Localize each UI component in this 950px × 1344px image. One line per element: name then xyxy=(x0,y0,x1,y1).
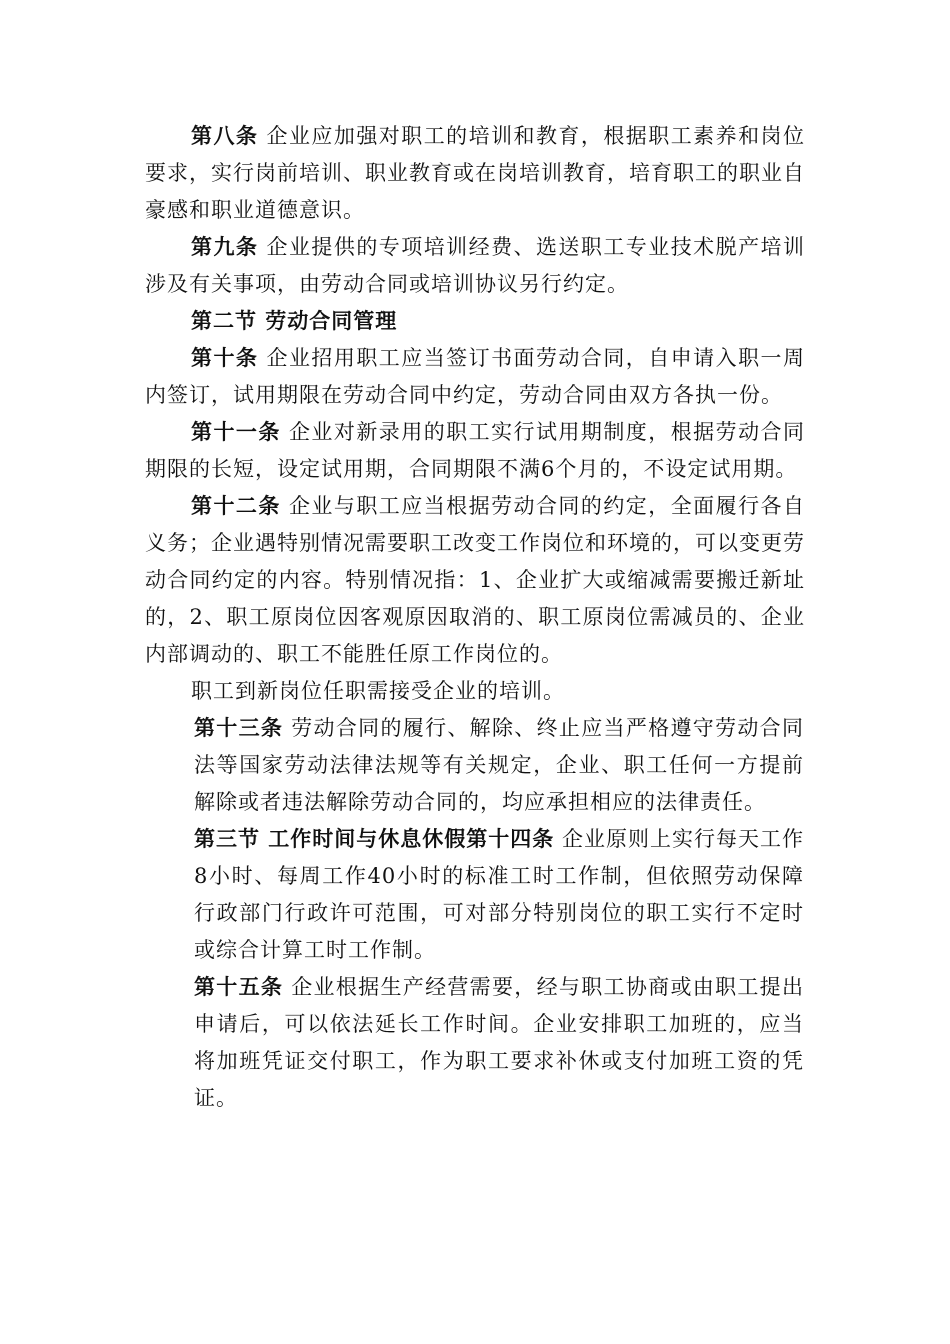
article-text: 企业与职工应当根据劳动合同的约定，全面履行各自义务；企业遇特别情况需要职工改变工作岗位和环境的，可以变更劳动合同约定的内容。特别情况指：1、企业扩大或缩减需要搬迁新址的，2、职工原岗位因客观原因取消的、职工原岗位需减员的、企业内部调动的、职工不能胜任原工作岗位的。 xyxy=(145,494,805,666)
article-heading: 第十一条 xyxy=(191,420,281,444)
section-heading: 第二节 劳动合同管理 xyxy=(191,309,398,333)
article-heading: 第十二条 xyxy=(191,494,281,518)
section-3-article-14 xyxy=(194,821,804,969)
article-text: 劳动合同的履行、解除、终止应当严格遵守劳动合同法等国家劳动法律法规等有关规定，企业、职工任何一方提前解除或者违法解除劳动合同的，均应承担相应的法律责任。 xyxy=(194,716,804,814)
article-text: 企业对新录用的职工实行试用期制度，根据劳动合同期限的长短，设定试用期，合同期限不满6个月的，不设定试用期。 xyxy=(145,420,805,481)
article-text: 企业招用职工应当签订书面劳动合同，自申请入职一周内签订，试用期限在劳动合同中约定，劳动合同由双方各执一份。 xyxy=(145,346,805,407)
article-heading: 第十三条 xyxy=(194,716,284,740)
article-10 xyxy=(145,340,805,414)
article-text: 企业应加强对职工的培训和教育，根据职工素养和岗位要求，实行岗前培训、职业教育或在岗培训教育，培育职工的职业自豪感和职业道德意识。 xyxy=(145,124,805,222)
article-text: 企业提供的专项培训经费、选送职工专业技术脱产培训涉及有关事项，由劳动合同或培训协议另行约定。 xyxy=(145,235,805,296)
article-heading: 第十条 xyxy=(191,346,259,370)
section-heading-2 xyxy=(145,303,805,340)
article-9 xyxy=(145,229,805,303)
article-heading: 第十五条 xyxy=(194,975,284,999)
article-12 xyxy=(145,488,805,673)
article-heading: 第九条 xyxy=(191,235,259,259)
paragraph-text: 职工到新岗位任职需接受企业的培训。 xyxy=(191,679,565,703)
training-note xyxy=(145,673,805,710)
article-heading: 第三节 工作时间与休息休假第十四条 xyxy=(194,827,555,851)
article-11 xyxy=(145,414,805,488)
article-heading: 第八条 xyxy=(191,124,259,148)
article-text: 企业原则上实行每天工作8小时、每周工作40小时的标准工时工作制，但依照劳动保障行政部门行政许可范围，可对部分特别岗位的职工实行不定时或综合计算工时工作制。 xyxy=(194,827,804,962)
article-15 xyxy=(194,969,804,1117)
article-8 xyxy=(145,118,805,229)
article-text: 企业根据生产经营需要，经与职工协商或由职工提出申请后，可以依法延长工作时间。企业安排职工加班的，应当将加班凭证交付职工，作为职工要求补休或支付加班工资的凭证。 xyxy=(194,975,804,1110)
article-13 xyxy=(194,710,804,821)
